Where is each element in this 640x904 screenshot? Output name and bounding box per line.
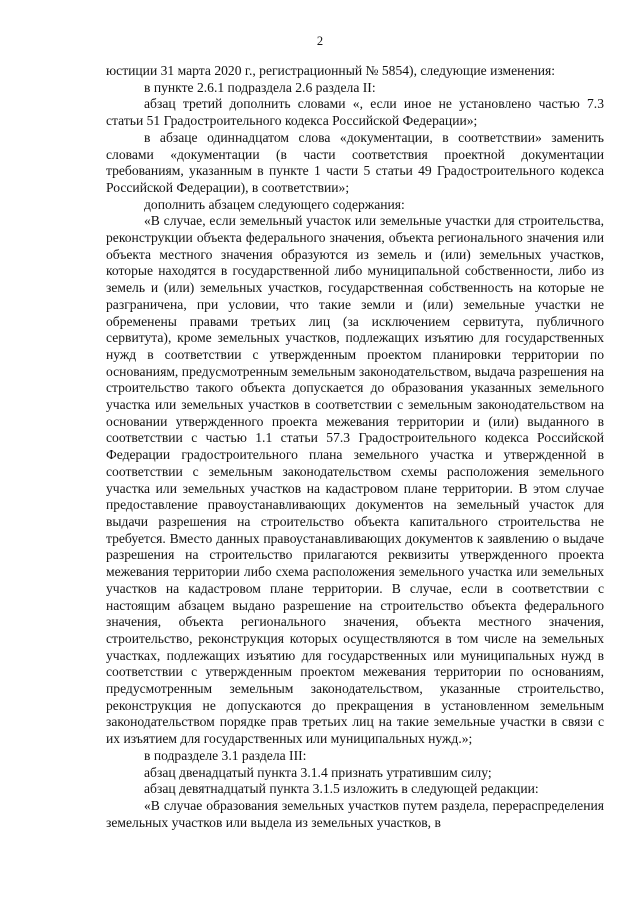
paragraph-subsection-3-1: в подразделе 3.1 раздела III: [144, 747, 307, 763]
paragraph-item-3-1-5: абзац девятнадцатый пункта 3.1.5 изложить в следующей редакции: [144, 781, 539, 797]
paragraph-new-wording: «В случае образования земельных участков путем раздела, перераспределения земельных участков или выдела из земельных участков, в [106, 797, 604, 830]
paragraph-item-3-1-4: абзац двенадцатый пункта 3.1.4 признать утратившим силу; [144, 764, 492, 780]
paragraph-add-abzac: дополнить абзацем следующего содержания: [144, 196, 405, 212]
paragraph-eleventh-abzac: в абзаце одиннадцатом слова «документации, в соответствии» заменить словами «документации (в части соответствия проектной документации требованиям, указанным в пункте 1 части 5 статьи 49 Градостроительного кодекса Российской Федерации), в соответствии»; [106, 129, 604, 195]
page-number: 2 [316, 34, 324, 48]
paragraph-continuation: юстиции 31 марта 2020 г., регистрационный № 5854), следующие изменения: [106, 63, 556, 78]
document-body [106, 63, 604, 831]
paragraph-quoted-text: «В случае, если земельный участок или земельные участки для строительства, реконструкции объекта федерального значения, объекта регионального значения или объекта местного значения образуются из земель и (или) земельных участков, которые находятся в государственной либо муниципальной собственности, либо из земель и (или) земельных участков, государственная собственность на которые не разграничена, при условии, что такие земли и (или) земельные участки не обременены правами третьих лиц (за исключением сервитута, публичного сервитута), кроме земельных участков, подлежащих изъятию для государственных нужд в соответствии с утвержденным проектом планировки территории по основаниям, предусмотренным земельным законодательством, выдача разрешения на строительство такого объекта допускается до образования указанных земельного участка или земельных участков в соответствии с земельным законодательством на основании утвержденного проекта межевания территории и (или) выданного в соответствии с частью 1.1 статьи 57.3 Градостроительного кодекса Российской Федерации градостроительного плана земельного участка и утвержденной в соответствии с земельным законодательством схемы расположения земельного участка или земельных участков на кадастровом плане территории. В этом случае предоставление правоустанавливающих документов на земельный участок для выдачи разрешения на строительство объекта капитального строительства не требуется. Вместо данных правоустанавливающих документов к заявлению о выдаче разрешения на строительство прилагаются реквизиты утвержденного проекта межевания территории либо схема расположения земельного участка или земельных участков на кадастровом плане территории. В случае, если в соответствии с настоящим абзацем выдано разрешение на строительство объекта федерального значения, объекта регионального значения, объекта местного значения, строительство, реконструкция которых осуществляются в том числе на земельных участках, подлежащих изъятию для государственных или муниципальных нужд в соответствии с утвержденным проектом межевания территории по основаниям, предусмотренным земельным законодательством, указанные строительство, реконструкция не допускаются до прекращения в установленном земельным законодательством порядке прав третьих лиц на такие земельные участки в связи с их изъятием для государственных или муниципальных нужд.»; [106, 213, 604, 747]
paragraph-subsection-2-6: в пункте 2.6.1 подраздела 2.6 раздела II: [144, 79, 376, 95]
paragraph-third-abzac: абзац третий дополнить словами «, если иное не установлено частью 7.3 статьи 51 Градостроительного кодекса Российской Федерации»; [106, 96, 604, 129]
